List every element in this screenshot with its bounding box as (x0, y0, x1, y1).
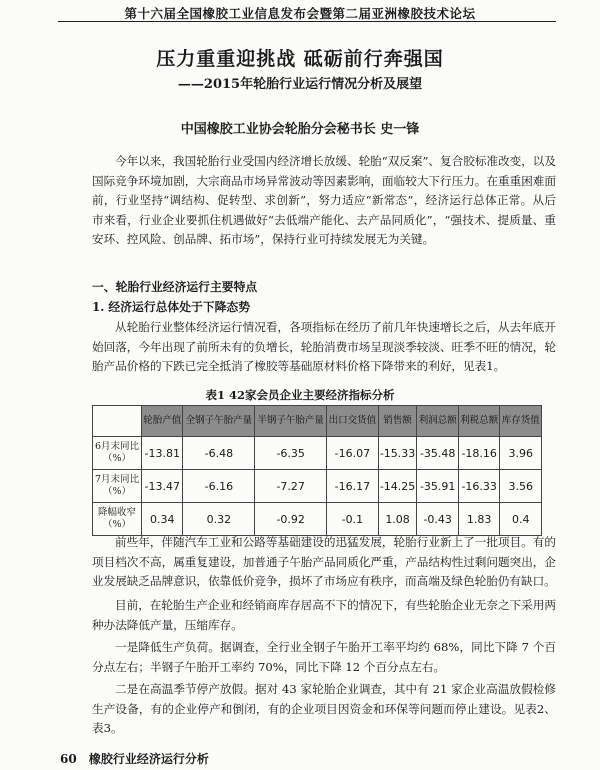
table-cell: 1.08 (378, 503, 417, 536)
table-cell: -13.81 (142, 437, 183, 470)
footer-section-name: 橡胶行业经济运行分析 (88, 752, 209, 766)
row-label: 6月末同比（%） (93, 437, 142, 470)
table-cell: -14.25 (378, 470, 417, 503)
table-cell: 1.83 (458, 503, 499, 536)
table-cell: -18.16 (458, 437, 499, 470)
table-cell: -13.47 (142, 470, 183, 503)
table-cell: -6.35 (255, 437, 327, 470)
page-number: 60 (60, 752, 77, 766)
table-cell: -0.43 (417, 503, 458, 536)
column-header: 利润总额 (417, 406, 458, 437)
table-cell: -35.48 (417, 437, 458, 470)
economic-indicators-table (92, 405, 542, 536)
table-cell: 0.4 (500, 503, 542, 536)
table-cell: 0.32 (183, 503, 255, 536)
intro-paragraph: 今年以来，我国轮胎行业受国内经济增长放缓、轮胎“双反案”、复合胶标准改变，以及国际竞争环境加剧，大宗商品市场异常波动等因素影响，面临较大下行压力。在重重困难面前，行业坚持“调结构、促转型、求创新”，努力适应“新常态”，经济运行总体正常。从后市来看，行业企业要抓住机遇做好“去低端产能化、去产品同质化”，“强技术、提质量、重安环、控风险、创品牌、拓市场”，保持行业可持续发展无为关键。 (92, 154, 556, 247)
body-paragraph-2: 前些年，伴随汽车工业和公路等基础建设的迅猛发展，轮胎行业新上了一批项目。有的项目档次不高，属重复建设，加普通子午胎产品同质化严重，产品结构性过剩问题突出，企业发展缺乏品牌意识，依靠低价竞争，损坏了市场应有秩序，而高端及绿色轮胎仍有缺口。 (92, 535, 556, 589)
article-subtitle: ——2015年轮胎行业运行情况分析及展望 (177, 77, 423, 92)
column-header: 半钢子午胎产量 (255, 406, 327, 437)
page-footer (60, 750, 217, 767)
table-cell: -0.1 (327, 503, 379, 536)
table-row (93, 437, 542, 470)
table-header-row (93, 406, 542, 437)
table-cell: 3.96 (500, 437, 542, 470)
subsection-heading: 1. 经济运行总体处于下降态势 (92, 300, 250, 314)
table-caption: 表1 42家会员企业主要经济指标分析 (205, 388, 395, 402)
table-cell: 0.34 (142, 503, 183, 536)
section-heading: 一、轮胎行业经济运行主要特点 (92, 280, 258, 294)
column-header: 库存货值 (500, 406, 542, 437)
table-cell: -7.27 (255, 470, 327, 503)
table-cell: 3.56 (500, 470, 542, 503)
row-label: 降幅收窄（%） (93, 503, 142, 536)
body-paragraph-4: 一是降低生产负荷。据调查，全行业全钢子午胎开工率平均约 68%，同比下降 7 个百分点左右；半钢子午胎开工率约 70%，同比下降 12 个百分点左右。 (92, 640, 556, 674)
body-paragraph-1: 从轮胎行业整体经济运行情况看，各项指标在经历了前几年快速增长之后，从去年底开始回落，今年出现了前所未有的负增长，轮胎消费市场呈现淡季较淡、旺季不旺的情况，轮胎产品价格的下跌已完全抵消了橡胶等基础原材料价格下降带来的利好，见表1。 (92, 320, 556, 374)
table-cell: -15.33 (378, 437, 417, 470)
running-header: 第十六届全国橡胶工业信息发布会暨第二届亚洲橡胶技术论坛 (124, 6, 476, 21)
column-header: 出口交货值 (327, 406, 379, 437)
column-header: 利税总额 (458, 406, 499, 437)
table-cell: -6.16 (183, 470, 255, 503)
table-cell: -35.91 (417, 470, 458, 503)
column-header: 全钢子午胎产量 (183, 406, 255, 437)
table-corner-cell (93, 406, 142, 437)
table-cell: -16.17 (327, 470, 379, 503)
body-paragraph-5: 二是在高温季节停产放假。据对 43 家轮胎企业调查，其中有 21 家企业高温放假检修生产设备，有的企业停产和倒闭，有的企业项目因资金和环保等问题而停止建设。见表2、表3。 (92, 682, 556, 736)
article-title: 压力重重迎挑战 砥砺前行奔强国 (156, 48, 444, 70)
row-label: 7月末同比（%） (93, 470, 142, 503)
table-cell: -6.48 (183, 437, 255, 470)
table-cell: -16.07 (327, 437, 379, 470)
header-rule (58, 21, 556, 22)
table-row (93, 503, 542, 536)
table-cell: -0.92 (255, 503, 327, 536)
table-row (93, 470, 542, 503)
column-header: 销售额 (378, 406, 417, 437)
table-cell: -16.33 (458, 470, 499, 503)
column-header: 轮胎产值 (142, 406, 183, 437)
article-author: 中国橡胶工业协会轮胎分会秘书长 史一锋 (180, 122, 420, 137)
body-paragraph-3: 目前，在轮胎生产企业和经销商库存居高不下的情况下，有些轮胎企业无奈之下采用两种办法降低产量，压缩库存。 (92, 598, 556, 632)
